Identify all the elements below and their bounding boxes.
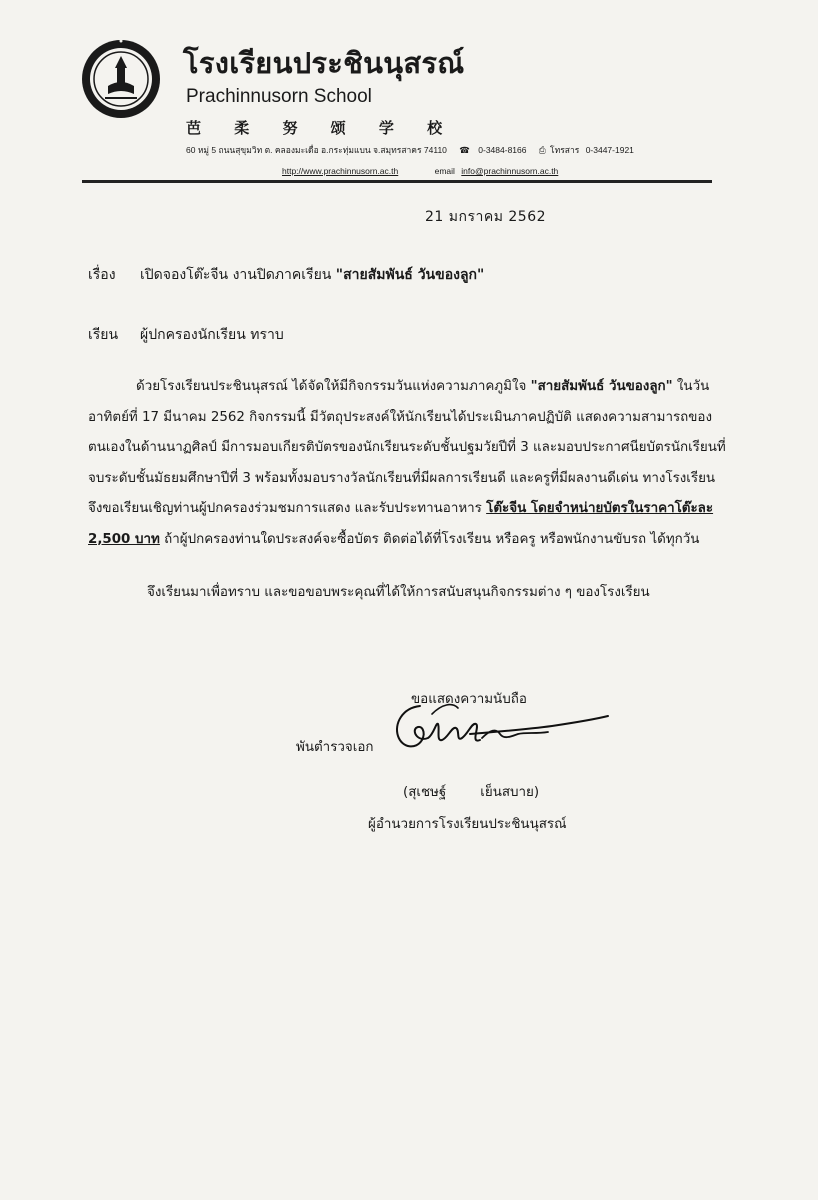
phone-icon: ☎ — [459, 145, 470, 155]
closing-line: จึงเรียนมาเพื่อทราบ และขอขอบพระคุณที่ได้ให้การสนับสนุนกิจกรรมต่าง ๆ ของโรงเรียน — [147, 585, 650, 600]
signer-name — [403, 781, 539, 802]
email-label: email — [434, 166, 455, 176]
body-line-1c: ในวัน — [672, 379, 710, 394]
signer-last-name: เย็นสบาย) — [480, 785, 540, 800]
body-line-2: อาทิตย์ที่ 17 มีนาคม 2562 กิจกรรมนี้ มีวัตถุประสงค์ให้นักเรียนได้ประเมินภาคปฏิบัติ แสดงความสามารถของ — [88, 409, 713, 425]
signer-first-name: (สุเชษฐ์ — [403, 785, 447, 800]
email-link[interactable]: info@prachinnusorn.ac.th — [461, 166, 559, 176]
fax-label: โทรสาร — [550, 145, 580, 155]
recipient-label: เรียน — [88, 327, 119, 343]
body-line-5 — [88, 494, 748, 525]
address-line — [186, 143, 634, 157]
body-line-6b: ถ้าผู้ปกครองท่านใดประสงค์จะซื้อบัตร ติดต่อได้ที่โรงเรียน หรือครู หรือพนักงานขับรถ ได้ทุกวัน — [159, 531, 700, 547]
phone-number: 0-3484-8166 — [478, 145, 527, 155]
body-line-6 — [88, 525, 748, 556]
school-name-thai: โรงเรียนประชินนุสรณ์ — [183, 46, 465, 80]
letter-date: 21 มกราคม 2562 — [425, 209, 547, 225]
school-name-chinese: 芭 柔 努 颂 学 校 — [186, 119, 457, 137]
recipient-text: ผู้ปกครองนักเรียน ทราบ — [140, 327, 284, 343]
body-line-1 — [88, 372, 748, 403]
body-line-4: จบระดับชั้นมัธยมศึกษาปีที่ 3 พร้อมทั้งมอบรางวัลนักเรียนที่มีผลการเรียนดี และครูที่มีผลงานดีเด่น ทางโรงเรียน — [88, 470, 716, 486]
school-name-english: Prachinnusorn School — [186, 86, 372, 107]
subject-text: เปิดจองโต๊ะจีน งานปิดภาคเรียน — [140, 267, 336, 283]
fax-number: 0-3447-1921 — [585, 145, 634, 155]
subject-label: เรื่อง — [88, 267, 116, 283]
ticket-price: 2,500 บาท — [88, 531, 160, 547]
signer-position: ผู้อำนวยการโรงเรียนประชินนุสรณ์ — [368, 817, 567, 832]
address-text: 60 หมู่ 5 ถนนสุขุมวิท ต. คลองมะเดื่อ อ.กระทุ่มแบน จ.สมุทรสาคร 74110 — [186, 145, 447, 155]
body-line-1a: ด้วยโรงเรียนประชินนุสรณ์ ได้จัดให้มีกิจกรรมวันแห่งความภาคภูมิใจ — [136, 379, 531, 394]
body-line-3: ตนเองในด้านนาฏศิลป์ มีการมอบเกียรติบัตรของนักเรียนระดับชั้นปฐมวัยปีที่ 3 และมอบประกาศนียบัตรนักเรียนที่ — [88, 440, 726, 455]
subject-line — [88, 264, 484, 286]
website-link[interactable]: http://www.prachinnusorn.ac.th — [282, 166, 399, 176]
recipient-line — [88, 324, 284, 346]
school-emblem-icon — [80, 38, 162, 120]
regards-text: ขอแสดงความนับถือ — [411, 692, 527, 707]
signer-rank: พันตำรวจเอก — [296, 740, 374, 755]
subject-quote: "สายสัมพันธ์ วันของลูก" — [335, 267, 485, 283]
event-name: "สายสัมพันธ์ วันของลูก" — [530, 379, 673, 394]
handwritten-signature — [372, 694, 622, 764]
body-line-5a: จึงขอเรียนเชิญท่านผู้ปกครองร่วมชมการแสดง และรับประทานอาหาร — [88, 501, 487, 516]
fax-icon: ⎙ — [538, 145, 546, 155]
body-paragraph — [88, 372, 748, 555]
web-email-line — [282, 166, 592, 176]
ticket-offer: โต๊ะจีน โดยจำหน่ายบัตรในราคาโต๊ะละ — [486, 501, 714, 516]
header-divider — [82, 180, 712, 183]
